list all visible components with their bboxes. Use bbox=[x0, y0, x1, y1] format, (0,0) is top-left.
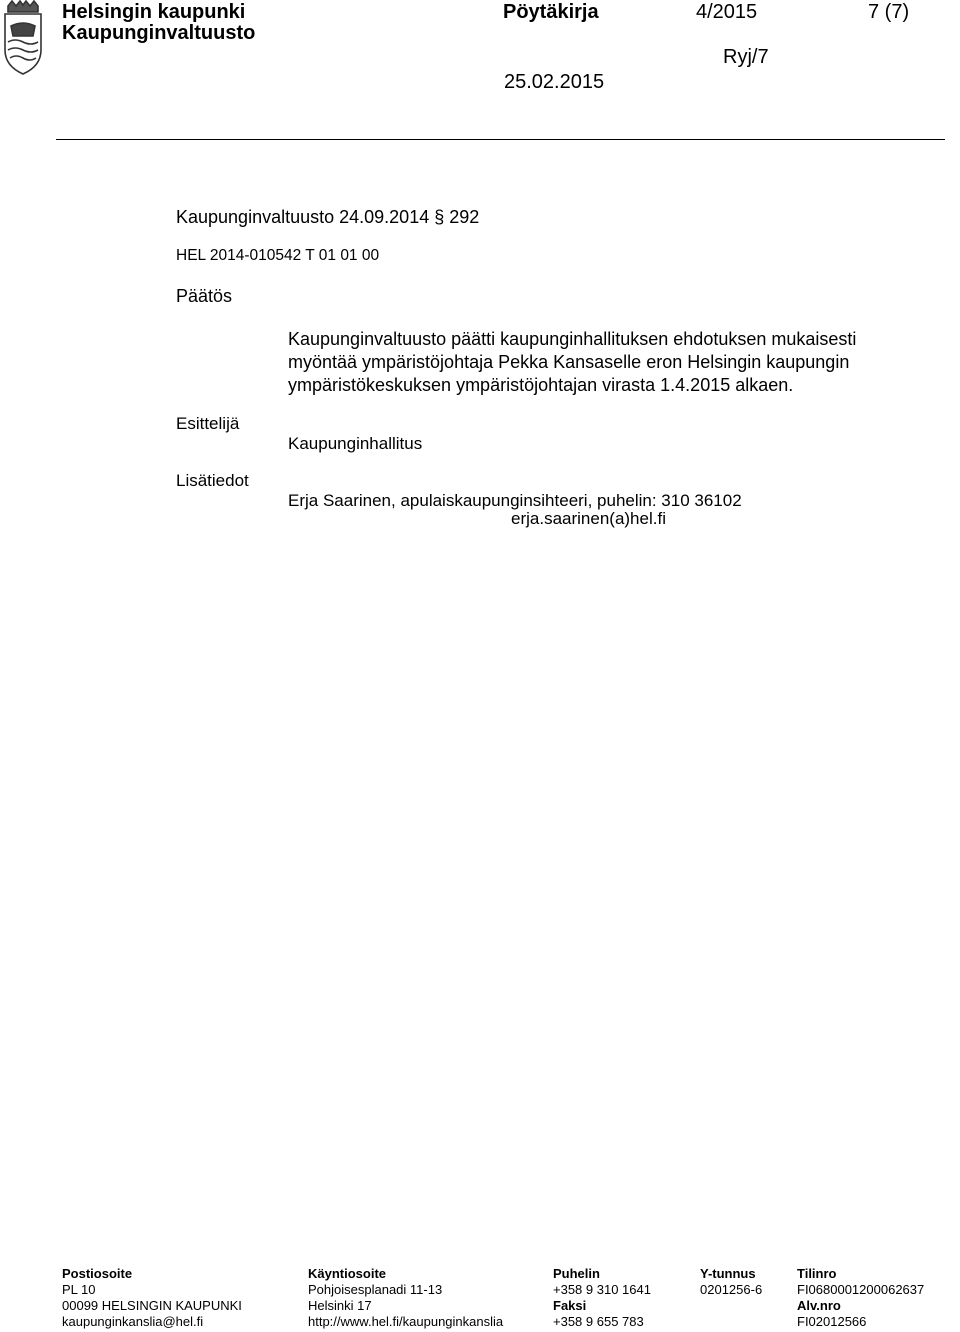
footer-line: kaupunginkanslia@hel.fi bbox=[62, 1314, 204, 1329]
page-number: 7 (7) bbox=[868, 1, 910, 23]
footer-line: 0201256-6 bbox=[700, 1282, 763, 1297]
helsinki-crest-logo bbox=[0, 0, 46, 76]
footer-phone bbox=[553, 1266, 651, 1330]
footer-line: PL 10 bbox=[62, 1282, 96, 1297]
doc-type: Pöytäkirja bbox=[503, 1, 599, 23]
footer-line: Faksi bbox=[553, 1298, 587, 1313]
footer-heading: Puhelin bbox=[553, 1266, 600, 1281]
footer-line: FI0680001200062637 bbox=[797, 1282, 925, 1297]
footer-heading: Postiosoite bbox=[62, 1266, 133, 1281]
info-email: erja.saarinen(a)hel.fi bbox=[511, 509, 666, 528]
footer-line: 00099 HELSINGIN KAUPUNKI bbox=[62, 1298, 242, 1313]
presenter-value: Kaupunginhallitus bbox=[288, 434, 423, 453]
org-unit: Kaupunginvaltuusto bbox=[62, 22, 256, 44]
case-id: HEL 2014-010542 T 01 01 00 bbox=[176, 247, 380, 264]
decision-line: Kaupunginvaltuusto päätti kaupunginhallituksen ehdotuksen mukaisesti bbox=[288, 329, 857, 349]
decision-line: ympäristökeskuksen ympäristöjohtajan virasta 1.4.2015 alkaen. bbox=[288, 375, 794, 395]
doc-number: 4/2015 bbox=[696, 1, 758, 23]
footer-business-id bbox=[700, 1266, 762, 1298]
footer-visiting bbox=[308, 1266, 503, 1330]
footer-heading: Y-tunnus bbox=[700, 1266, 756, 1281]
decision-text bbox=[288, 328, 856, 397]
header-divider bbox=[56, 139, 945, 140]
footer-line: +358 9 310 1641 bbox=[553, 1282, 651, 1297]
decision-line: myöntää ympäristöjohtaja Pekka Kansaselle eron Helsingin kaupungin bbox=[288, 352, 850, 372]
decision-heading: Päätös bbox=[176, 286, 233, 306]
meeting-reference: Kaupunginvaltuusto 24.09.2014 § 292 bbox=[176, 207, 480, 227]
footer-heading: Tilinro bbox=[797, 1266, 837, 1281]
footer-line: +358 9 655 783 bbox=[553, 1314, 644, 1329]
footer-line: Helsinki 17 bbox=[308, 1298, 372, 1313]
info-contact: Erja Saarinen, apulaiskaupunginsihteeri, puhelin: 310 36102 bbox=[288, 491, 742, 510]
footer-postal bbox=[62, 1266, 242, 1330]
presenter-label: Esittelijä bbox=[176, 414, 240, 433]
footer-line: Alv.nro bbox=[797, 1298, 841, 1313]
footer-line: Pohjoisesplanadi 11-13 bbox=[308, 1282, 443, 1297]
footer-line: http://www.hel.fi/kaupunginkanslia bbox=[308, 1314, 504, 1329]
footer-line: FI02012566 bbox=[797, 1314, 867, 1329]
footer-heading: Käyntiosoite bbox=[308, 1266, 387, 1281]
org-name: Helsingin kaupunki bbox=[62, 1, 246, 23]
info-label: Lisätiedot bbox=[176, 471, 249, 490]
meeting-date: 25.02.2015 bbox=[504, 71, 605, 93]
footer-account bbox=[797, 1266, 924, 1330]
section-ref: Ryj/7 bbox=[723, 46, 769, 68]
